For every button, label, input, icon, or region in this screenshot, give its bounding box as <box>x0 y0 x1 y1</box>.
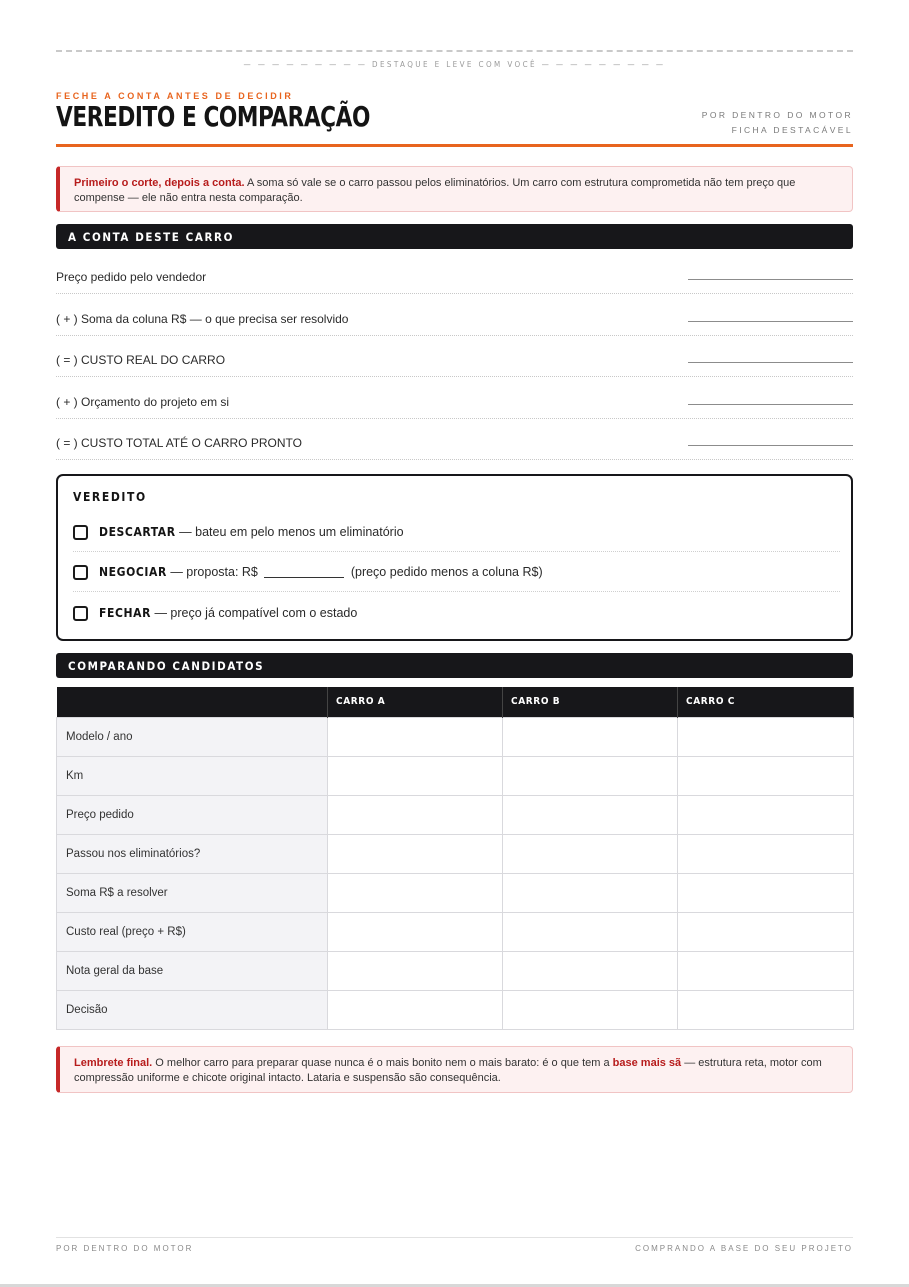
table-cell[interactable] <box>678 990 854 1029</box>
proposal-blank-line[interactable] <box>264 577 344 578</box>
table-row <box>57 951 854 990</box>
calc-row-input-line[interactable] <box>688 445 853 446</box>
table-cell[interactable] <box>503 717 678 756</box>
table-cell[interactable] <box>678 756 854 795</box>
column-header-carro-a: CARRO A <box>328 687 503 717</box>
verdict-option-negociar[interactable] <box>73 552 840 592</box>
calc-row-input-line[interactable] <box>688 279 853 280</box>
row-label: Modelo / ano <box>57 717 328 756</box>
table-row <box>57 795 854 834</box>
intro-callout <box>56 166 853 212</box>
table-cell[interactable] <box>328 873 503 912</box>
worksheet-page <box>56 0 853 1287</box>
table-cell[interactable] <box>678 912 854 951</box>
verdict-option-fechar[interactable] <box>73 593 840 633</box>
table-cell[interactable] <box>503 951 678 990</box>
table-cell[interactable] <box>328 717 503 756</box>
table-cell[interactable] <box>503 795 678 834</box>
row-label: Custo real (preço + R$) <box>57 912 328 951</box>
table-cell[interactable] <box>328 756 503 795</box>
row-label: Soma R$ a resolver <box>57 873 328 912</box>
header-kicker: FECHE A CONTA ANTES DE DECIDIR <box>56 91 294 101</box>
callout-bold: Primeiro o corte, depois a conta. <box>74 177 245 189</box>
footer-section-name: COMPRANDO A BASE DO SEU PROJETO <box>635 1244 853 1253</box>
calc-row-input-line[interactable] <box>688 362 853 363</box>
checkbox[interactable] <box>73 606 88 621</box>
option-text: — proposta: R$ <box>166 565 262 579</box>
verdict-box <box>56 474 853 641</box>
table-row <box>57 834 854 873</box>
row-label: Passou nos eliminatórios? <box>57 834 328 873</box>
compare-section-title: COMPARANDO CANDIDATOS <box>56 653 853 678</box>
brand-subline: FICHA DESTACÁVEL <box>731 125 853 135</box>
column-header-carro-b: CARRO B <box>503 687 678 717</box>
brand-line: POR DENTRO DO MOTOR <box>701 110 853 120</box>
option-text-after: (preço pedido menos a coluna R$) <box>347 565 543 579</box>
calc-row-real-cost <box>56 335 853 377</box>
table-cell[interactable] <box>678 951 854 990</box>
option-text: — bateu em pelo menos um eliminatório <box>175 525 404 539</box>
calc-row-asking-price <box>56 252 853 294</box>
table-row <box>57 756 854 795</box>
callout-text: O melhor carro para preparar quase nunca é o mais bonito nem o mais barato: é o que tem a <box>152 1057 613 1069</box>
calc-row-label: ( + ) Orçamento do projeto em si <box>56 395 230 409</box>
calc-row-label: ( = ) CUSTO TOTAL ATÉ O CARRO PRONTO <box>56 436 302 450</box>
table-row <box>57 990 854 1029</box>
calc-row-project-budget <box>56 377 853 419</box>
row-label: Decisão <box>57 990 328 1029</box>
table-cell[interactable] <box>328 951 503 990</box>
calc-row-input-line[interactable] <box>688 321 853 322</box>
table-row <box>57 912 854 951</box>
table-cell[interactable] <box>503 912 678 951</box>
comparison-table <box>56 687 854 1030</box>
calc-row-label: ( = ) CUSTO REAL DO CARRO <box>56 353 226 367</box>
verdict-option-descartar[interactable] <box>73 512 840 552</box>
callout-text-end: — estrutura reta, motor com compressão uniforme e chicote original intacto. Lataria e suspensão são consequência. <box>74 1057 822 1084</box>
calc-section-title: A CONTA DESTE CARRO <box>56 224 853 249</box>
final-reminder-callout <box>56 1046 853 1093</box>
footer-brand: POR DENTRO DO MOTOR <box>56 1244 194 1253</box>
table-cell[interactable] <box>328 912 503 951</box>
option-text: — preço já compatível com o estado <box>150 606 358 620</box>
page-title: VEREDITO E COMPARAÇÃO <box>56 100 370 133</box>
calc-row-repairs <box>56 294 853 336</box>
footer-divider <box>56 1237 853 1238</box>
table-cell[interactable] <box>678 873 854 912</box>
calc-row-label: Preço pedido pelo vendedor <box>56 270 207 284</box>
table-cell[interactable] <box>503 756 678 795</box>
cut-line <box>56 50 853 52</box>
brand-block <box>702 108 853 138</box>
table-header-row <box>57 687 854 717</box>
row-label: Km <box>57 756 328 795</box>
callout-text: A soma só vale se o carro passou pelos eliminatórios. Um carro com estrutura comprometida não tem preço que compense — ele não entra nesta comparação. <box>74 177 796 204</box>
row-label: Nota geral da base <box>57 951 328 990</box>
option-keyword: NEGOCIAR <box>99 565 167 579</box>
calc-row-label: ( + ) Soma da coluna R$ — o que precisa ser resolvido <box>56 312 349 326</box>
calc-row-input-line[interactable] <box>688 404 853 405</box>
checkbox[interactable] <box>73 565 88 580</box>
option-keyword: FECHAR <box>99 606 151 620</box>
table-cell[interactable] <box>678 717 854 756</box>
table-cell[interactable] <box>678 795 854 834</box>
column-header <box>57 687 328 717</box>
table-cell[interactable] <box>328 834 503 873</box>
row-label: Preço pedido <box>57 795 328 834</box>
option-keyword: DESCARTAR <box>99 525 176 539</box>
column-header-carro-c: CARRO C <box>678 687 854 717</box>
calc-row-total-cost <box>56 418 853 460</box>
table-cell[interactable] <box>503 990 678 1029</box>
callout-bold: Lembrete final. <box>74 1057 153 1069</box>
verdict-title: VEREDITO <box>73 490 147 504</box>
table-cell[interactable] <box>503 834 678 873</box>
table-row <box>57 873 854 912</box>
callout-highlight: base mais sã <box>612 1057 682 1069</box>
table-cell[interactable] <box>503 873 678 912</box>
table-cell[interactable] <box>328 990 503 1029</box>
table-row <box>57 717 854 756</box>
table-cell[interactable] <box>678 834 854 873</box>
checkbox[interactable] <box>73 525 88 540</box>
cut-label: — — — — — — — — — DESTAQUE E LEVE COM VOCÊ — — — — — — — — — <box>243 60 666 69</box>
header-divider <box>56 144 853 147</box>
table-cell[interactable] <box>328 795 503 834</box>
